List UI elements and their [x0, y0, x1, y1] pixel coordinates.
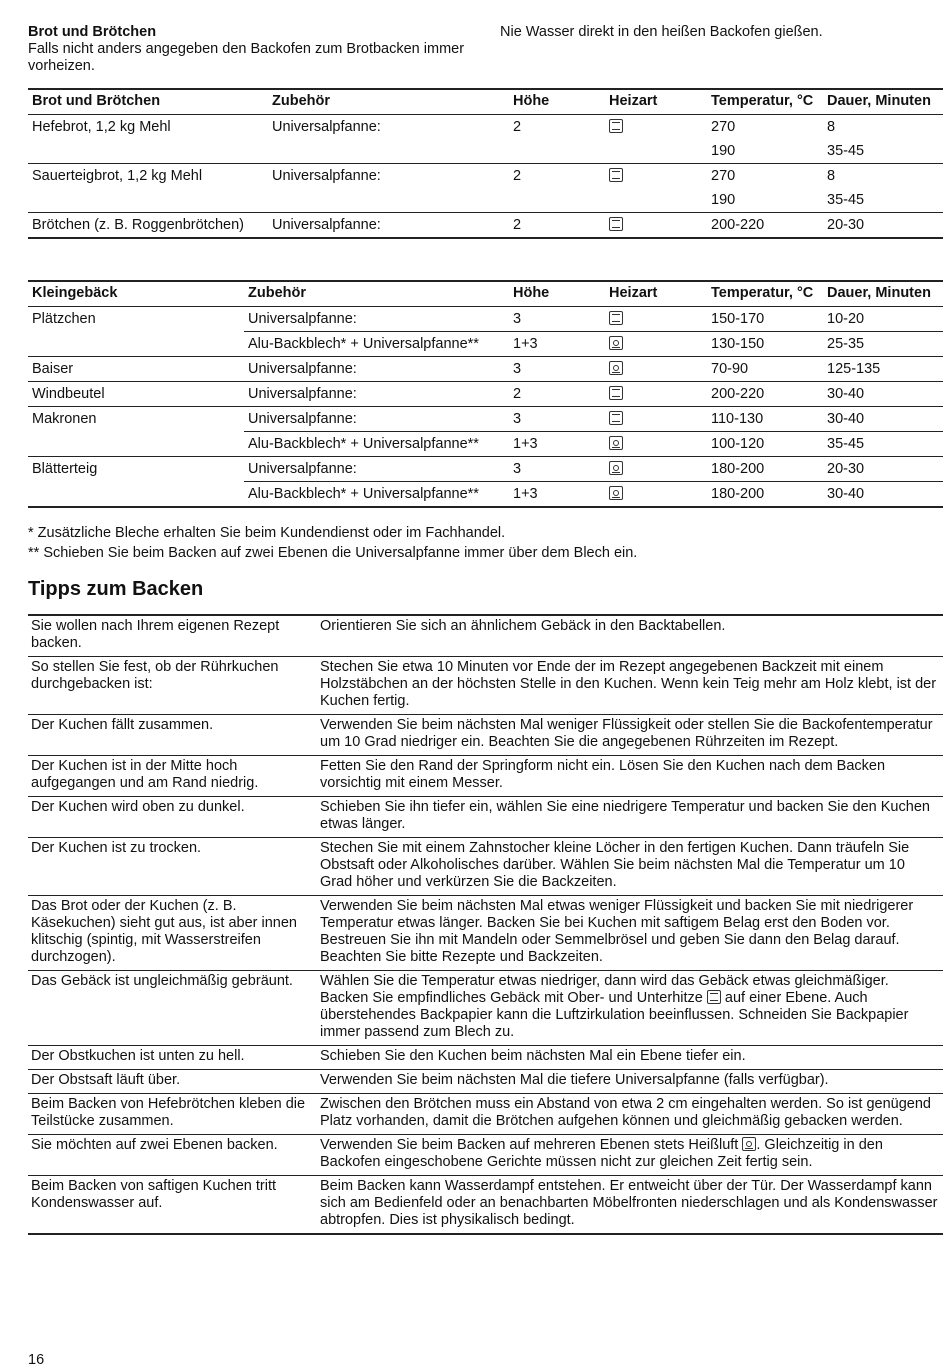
tip-row: [28, 1176, 943, 1235]
intro-text: Falls nicht anders angegeben den Backofen zum Brotbacken immer vorheizen.: [28, 41, 465, 74]
header-heat: Heizart: [605, 89, 703, 115]
cell-level: 3: [509, 357, 605, 382]
cell-item: Windbeutel: [28, 382, 244, 407]
cell-heat: [605, 382, 703, 407]
tip-row: [28, 1135, 943, 1176]
top-bottom-heat-icon: [609, 386, 623, 400]
cell-temperature: 270: [711, 119, 736, 135]
cell-accessory: Universalpfanne:: [272, 119, 381, 135]
cell-duration: 35-45: [823, 432, 943, 457]
cell-heat: [605, 188, 703, 213]
header-duration: Dauer, Minuten: [823, 281, 943, 307]
top-bottom-heat-icon: [609, 311, 623, 325]
tip-row: [28, 615, 943, 657]
table-row: [28, 213, 943, 239]
cell-accessory: [268, 188, 509, 213]
hot-air-fan-icon: [609, 436, 623, 450]
tip-solution-text: Wählen Sie die Temperatur etwas niedriger, dann wird das Gebäck etwas gleichmäßiger. Backen Sie empfindliches Gebäck mit Ober- und Unterhitze: [320, 973, 889, 1006]
header-temperature: Temperatur, °C: [703, 89, 823, 115]
cell-heat: [605, 407, 703, 432]
tip-row: [28, 797, 943, 838]
cell-duration: 30-40: [823, 407, 943, 432]
tips-table-body: [28, 615, 943, 1234]
cell-duration: 20-30: [823, 457, 943, 482]
tip-solution: Fetten Sie den Rand der Springform nicht ein. Lösen Sie den Kuchen nach dem Backen vorsichtig mit einem Messer.: [317, 756, 943, 797]
cell-accessory: Alu-Backblech* + Universalpfanne**: [244, 332, 509, 357]
hot-air-fan-icon: [609, 461, 623, 475]
cell-accessory: Universalpfanne:: [248, 311, 357, 327]
bread-table-body: [28, 115, 943, 239]
table-row: [28, 164, 943, 189]
cell-temperature: 110-130: [703, 407, 823, 432]
cell-level: [509, 188, 605, 213]
tip-solution: Stechen Sie mit einem Zahnstocher kleine Löcher in den fertigen Kuchen. Dann träufeln Sie Obstsaft oder Alkoholisches darüber. Wählen Sie beim nächsten Mal die Temperatur um 10 Grad höher und verkürzen Sie die Backzeiten.: [317, 838, 943, 896]
tip-solution: Verwenden Sie beim nächsten Mal etwas weniger Flüssigkeit und backen Sie mit niedrigerer Temperatur etwas länger. Backen Sie bei Kuchen mit saftigem Belag erst den Boden vor. Bestreuen Sie ihn mit Mandeln oder Semmelbrösel und geben Sie dann den Belag darauf. Beachten Sie bitte Rezepte und Backzeiten.: [317, 896, 943, 971]
footnote: * Zusätzliche Bleche erhalten Sie beim Kundendienst oder im Fachhandel.: [28, 525, 506, 541]
header-item: Brot und Brötchen: [28, 89, 268, 115]
table-row: [28, 332, 943, 357]
cell-item: Sauerteigbrot, 1,2 kg Mehl: [28, 164, 268, 189]
tip-row: [28, 657, 943, 715]
tips-table: [28, 614, 943, 1235]
bread-table: [28, 88, 943, 239]
tip-problem: Der Kuchen wird oben zu dunkel.: [28, 797, 317, 838]
cell-duration: 25-35: [823, 332, 943, 357]
cell-level: 1+3: [509, 432, 605, 457]
cell-temperature: 200-220: [703, 382, 823, 407]
cell-accessory: Alu-Backblech* + Universalpfanne**: [244, 482, 509, 508]
page-number: 16: [28, 1352, 45, 1368]
tip-row: [28, 1070, 943, 1094]
top-bottom-heat-icon: [609, 217, 623, 231]
cell-level: 2: [509, 213, 605, 239]
tip-problem: Der Kuchen fällt zusammen.: [28, 715, 317, 756]
small-pastry-table: [28, 280, 943, 508]
tip-row: [28, 896, 943, 971]
cell-item: [28, 188, 268, 213]
cell-temperature: 130-150: [703, 332, 823, 357]
table-row: [28, 457, 943, 482]
cell-duration: 35-45: [827, 192, 865, 208]
cell-accessory: Universalpfanne:: [244, 457, 509, 482]
tip-solution: [317, 1135, 943, 1176]
cell-level: 3: [509, 407, 605, 432]
cell-accessory: Universalpfanne:: [268, 164, 509, 189]
intro-title: Brot und Brötchen: [28, 24, 157, 40]
intro-block: [28, 24, 478, 75]
tip-solution: Orientieren Sie sich an ähnlichem Gebäck in den Backtabellen.: [317, 615, 943, 657]
hot-air-fan-icon: [742, 1137, 756, 1151]
tip-solution: Verwenden Sie beim nächsten Mal die tiefere Universalpfanne (falls verfügbar).: [317, 1070, 943, 1094]
tip-problem: Sie möchten auf zwei Ebenen backen.: [28, 1135, 317, 1176]
tip-solution: Schieben Sie ihn tiefer ein, wählen Sie eine niedrigere Temperatur und backen Sie den Kuchen etwas länger.: [317, 797, 943, 838]
cell-level: 2: [513, 119, 522, 135]
top-bottom-heat-icon: [707, 990, 721, 1004]
hot-air-fan-icon: [609, 336, 623, 350]
cell-heat: [605, 139, 703, 164]
cell-item: [28, 332, 244, 357]
cell-item: [28, 432, 244, 457]
header-item: Kleingebäck: [28, 281, 244, 307]
cell-duration: 35-45: [827, 143, 865, 159]
cell-duration: 20-30: [823, 213, 943, 239]
cell-level: [509, 139, 605, 164]
cell-duration: 10-20: [827, 311, 865, 327]
cell-temperature: 270: [703, 164, 823, 189]
cell-item: Baiser: [28, 357, 244, 382]
cell-heat: [605, 432, 703, 457]
cell-accessory: Universalpfanne:: [244, 382, 509, 407]
cell-accessory: Universalpfanne:: [244, 407, 509, 432]
cell-duration: 30-40: [823, 482, 943, 508]
table-row: [28, 382, 943, 407]
cell-heat: [605, 457, 703, 482]
cell-item: Makronen: [28, 407, 244, 432]
header-temperature: Temperatur, °C: [703, 281, 823, 307]
hot-air-fan-icon: [609, 361, 623, 375]
tip-problem: Der Obstkuchen ist unten zu hell.: [28, 1046, 317, 1070]
cell-item: Brötchen (z. B. Roggenbrötchen): [28, 213, 268, 239]
small-table-body: [28, 307, 943, 508]
header-heat: Heizart: [605, 281, 703, 307]
footnote: ** Schieben Sie beim Backen auf zwei Ebenen die Universalpfanne immer über dem Blech ein.: [28, 545, 638, 561]
tip-solution: Schieben Sie den Kuchen beim nächsten Mal ein Ebene tiefer ein.: [317, 1046, 943, 1070]
tip-solution-text: Verwenden Sie beim Backen auf mehreren Ebenen stets Heißluft: [320, 1137, 739, 1153]
tip-row: [28, 715, 943, 756]
tip-problem: Das Brot oder der Kuchen (z. B. Käsekuchen) sieht gut aus, ist aber innen klitschig (spintig, mit Wasserstreifen durchzogen).: [28, 896, 317, 971]
cell-accessory: [268, 139, 509, 164]
cell-item: [28, 482, 244, 508]
tip-solution-text: auf einer Ebene. Auch überstehendes Backpapier kann die Luftzirkulation beeinflussen. Schneiden Sie Backpapier immer passend zum Blech zu.: [320, 990, 909, 1040]
cell-duration: 30-40: [823, 382, 943, 407]
table-row: [28, 115, 943, 140]
tip-problem: Der Kuchen ist zu trocken.: [28, 838, 317, 896]
cell-temperature: 190: [711, 192, 736, 208]
tip-problem: Das Gebäck ist ungleichmäßig gebräunt.: [28, 971, 317, 1046]
cell-duration: 8: [827, 119, 836, 135]
cell-level: 2: [509, 382, 605, 407]
header-accessory: Zubehör: [244, 281, 509, 307]
tips-heading: Tipps zum Backen: [28, 578, 204, 600]
tip-problem: Beim Backen von saftigen Kuchen tritt Kondenswasser auf.: [28, 1176, 317, 1235]
tip-row: [28, 1046, 943, 1070]
cell-temperature: 150-170: [711, 311, 765, 327]
small-table-header: [28, 281, 943, 307]
cell-duration: 125-135: [823, 357, 943, 382]
cell-level: 1+3: [509, 332, 605, 357]
top-bottom-heat-icon: [609, 119, 623, 133]
header-duration: Dauer, Minuten: [823, 89, 943, 115]
top-bottom-heat-icon: [609, 411, 623, 425]
tip-problem: Sie wollen nach Ihrem eigenen Rezept backen.: [28, 615, 317, 657]
tip-problem: Der Obstsaft läuft über.: [28, 1070, 317, 1094]
cell-heat: [605, 164, 703, 189]
hot-air-fan-icon: [609, 486, 623, 500]
top-bottom-heat-icon: [609, 168, 623, 182]
tip-solution-text: . Gleichzeitig in den Backofen eingeschobene Gerichte müssen nicht zur gleichen Zeit fertig sein.: [320, 1137, 883, 1170]
header-accessory: Zubehör: [268, 89, 509, 115]
cell-heat: [605, 307, 703, 332]
table-row: [28, 407, 943, 432]
cell-level: 3: [509, 457, 605, 482]
bread-table-header: [28, 89, 943, 115]
tip-solution: Verwenden Sie beim nächsten Mal weniger Flüssigkeit oder stellen Sie die Backofentemperatur um 10 Grad niedriger ein. Beachten Sie die angegebenen Rührzeiten im Rezept.: [317, 715, 943, 756]
cell-accessory: Universalpfanne:: [268, 213, 509, 239]
tip-row: [28, 838, 943, 896]
cell-item: Blätterteig: [28, 457, 244, 482]
tip-solution: Stechen Sie etwa 10 Minuten vor Ende der im Rezept angegebenen Backzeit mit einem Holzstäbchen an der höchsten Stelle in den Kuchen. Wenn kein Teig mehr am Holz klebt, ist der Kuchen fertig.: [317, 657, 943, 715]
footnotes: [28, 523, 943, 563]
cell-level: 2: [509, 164, 605, 189]
cell-heat: [605, 482, 703, 508]
cell-heat: [605, 213, 703, 239]
cell-temperature: 100-120: [703, 432, 823, 457]
header-level: Höhe: [509, 89, 605, 115]
tip-row: [28, 756, 943, 797]
cell-item: Hefebrot, 1,2 kg Mehl: [32, 119, 171, 135]
cell-temperature: 70-90: [703, 357, 823, 382]
tip-solution: [317, 971, 943, 1046]
cell-accessory: Universalpfanne:: [244, 357, 509, 382]
tip-solution: Zwischen den Brötchen muss ein Abstand von etwa 2 cm eingehalten werden. So ist genügend Platz vorhanden, damit die Brötchen aufgehen können und gleichmäßig gebacken werden.: [317, 1094, 943, 1135]
cell-level: 1+3: [509, 482, 605, 508]
table-row: [28, 139, 943, 164]
tip-problem: Beim Backen von Hefebrötchen kleben die Teilstücke zusammen.: [28, 1094, 317, 1135]
tip-solution: Beim Backen kann Wasserdampf entstehen. Er entweicht über der Tür. Der Wasserdampf kann sich am Bedienfeld oder an benachbarten Möbelfronten niederschlagen und als Kondenswasser abtropfen. Dies ist physikalisch bedingt.: [317, 1176, 943, 1235]
table-row: [28, 432, 943, 457]
cell-heat: [605, 332, 703, 357]
cell-temperature: 180-200: [703, 457, 823, 482]
cell-heat: [605, 115, 703, 140]
cell-heat: [605, 357, 703, 382]
intro-note: Nie Wasser direkt in den heißen Backofen gießen.: [500, 24, 823, 40]
cell-accessory: Alu-Backblech* + Universalpfanne**: [244, 432, 509, 457]
cell-temperature: 200-220: [703, 213, 823, 239]
cell-level: 3: [513, 311, 522, 327]
cell-item: Plätzchen: [32, 311, 96, 327]
tip-row: [28, 971, 943, 1046]
tip-row: [28, 1094, 943, 1135]
table-row: [28, 188, 943, 213]
cell-temperature: 190: [711, 143, 736, 159]
cell-duration: 8: [823, 164, 943, 189]
table-row: [28, 357, 943, 382]
cell-temperature: 180-200: [703, 482, 823, 508]
cell-item: [28, 139, 268, 164]
table-row: [28, 482, 943, 508]
tip-problem: Der Kuchen ist in der Mitte hoch aufgegangen und am Rand niedrig.: [28, 756, 317, 797]
header-level: Höhe: [509, 281, 605, 307]
table-row: [28, 307, 943, 332]
tip-problem: So stellen Sie fest, ob der Rührkuchen durchgebacken ist:: [28, 657, 317, 715]
